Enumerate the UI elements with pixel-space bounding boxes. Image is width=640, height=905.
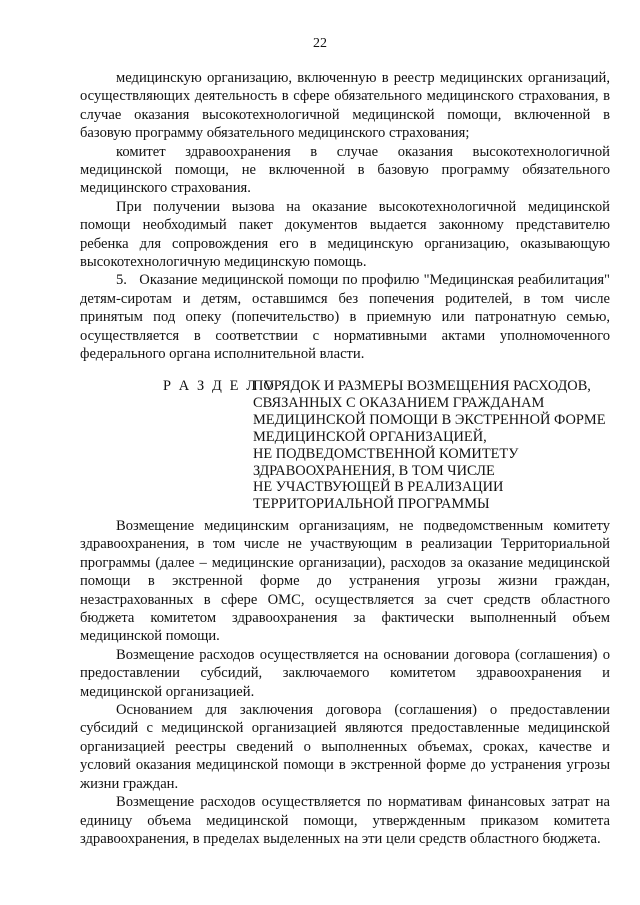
paragraph: комитет здравоохранения в случае оказания высокотехнологичной медицинской помощи, не включенной в базовую программу обязательного медицинского страхования. [80,143,610,197]
section-title-line: НЕ ПОДВЕДОМСТВЕННОЙ КОМИТЕТУ [253,445,519,462]
paragraph: Возмещение медицинским организациям, не подведомственным комитету здравоохранения, в том числе не участвующим в реализации Территориальной программы (далее – медицинские организации), расходов за оказание медицинской помощи в экстренной форме до устранения угрозы жизни граждан, незастрахованных в сфере ОМС, осуществляется за счет средств областного бюджета комитетом здравоохранения за фактически выполненный объем медицинской помощи. [80,518,610,645]
section-title-line: СВЯЗАННЫХ С ОКАЗАНИЕМ ГРАЖДАНАМ [253,394,545,411]
section-title-line: МЕДИЦИНСКОЙ ПОМОЩИ В ЭКСТРЕННОЙ ФОРМЕ [253,411,606,428]
section-title-line: ЗДРАВООХРАНЕНИЯ, В ТОМ ЧИСЛЕ [253,462,495,479]
paragraph: 5. Оказание медицинской помощи по профилю "Медицинская реабилитация" детям-сиротам и детям, оставшимся без попечения родителей, в том числе принятым под опеку (попечительство) в приемную или патронатную семью, осуществляется в соответствии с нормативными актами уполномоченного федерального органа исполнительной власти. [80,272,610,363]
paragraph: Основанием для заключения договора (соглашения) о предоставлении субсидий с медицинской организацией являются предоставленные медицинской организацией реестры сведений о выполненных объемах, сроках, качестве и условий оказания медицинской помощи в экстренной форме до устранения угрозы жизни граждан. [80,702,610,792]
paragraph: При получении вызова на оказание высокотехнологичной медицинской помощи необходимый пакет документов выдается законному представителю ребенка для сопровождения его в медицинскую организацию, оказывающую высокотехнологичную медицинскую помощь. [80,198,610,271]
paragraph: Возмещение расходов осуществляется на основании договора (соглашения) о предоставлении субсидий, заключаемого комитетом здравоохранения и медицинской организацией. [80,646,610,700]
paragraph: Возмещение расходов осуществляется по нормативам финансовых затрат на единицу объема медицинской помощи, утвержденным приказом комитета здравоохранения, в пределах выделенных на эти цели средств областного бюджета. [80,794,610,847]
section-title-line: НЕ УЧАСТВУЮЩЕЙ В РЕАЛИЗАЦИИ [253,479,504,496]
body-text-top [80,69,610,364]
section-title-line: МЕДИЦИНСКОЙ ОРГАНИЗАЦИЕЙ, [253,428,487,445]
body-text-bottom [80,517,610,848]
section-label: Р А З Д Е Л V. [163,378,281,394]
paragraph: медицинскую организацию, включенную в реестр медицинских организаций, осуществляющих деятельность в сфере обязательного медицинского страхования, в случае оказания высокотехнологичной медицинской помощи, включенной в базовую программу обязательного медицинского страхования; [80,70,610,142]
section-title-line: ТЕРРИТОРИАЛЬНОЙ ПРОГРАММЫ [253,496,490,513]
section-title [253,378,613,513]
section-title-line: ПОРЯДОК И РАЗМЕРЫ ВОЗМЕЩЕНИЯ РАСХОДОВ, [253,378,591,394]
page-number: 22 [313,36,327,51]
